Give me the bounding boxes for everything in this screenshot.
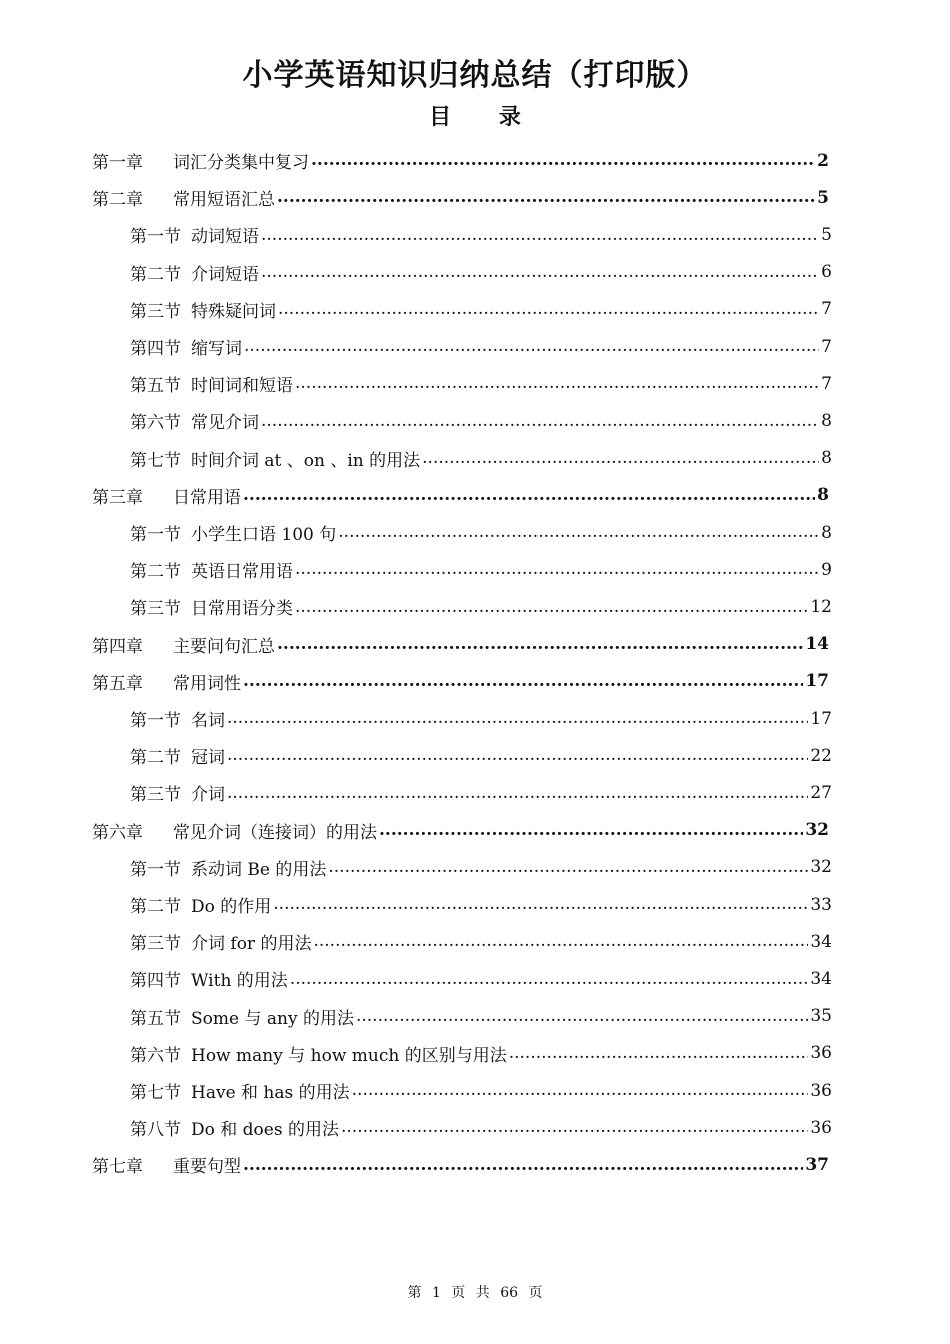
toc-page-number: 36 (810, 1117, 832, 1138)
toc-page-number: 36 (810, 1080, 832, 1101)
toc-leader-dots (379, 820, 803, 840)
toc-entry-title: 常用短语汇总 (173, 190, 275, 211)
toc-section-entry[interactable] (130, 402, 832, 439)
toc-entry-title: 冠词 (191, 748, 225, 769)
toc-leader-dots (311, 150, 815, 170)
toc-page-number: 8 (821, 410, 832, 431)
toc-leader-dots (356, 1006, 808, 1026)
toc-entry-title: 主要问句汇总 (173, 636, 275, 657)
toc-entry-number: 第三节 (130, 785, 181, 806)
toc-entry-title: 系动词 Be 的用法 (191, 859, 327, 880)
toc-entry-number: 第三节 (130, 301, 181, 322)
toc-leader-dots (261, 225, 819, 245)
toc-entry-title: 介词短语 (191, 264, 259, 285)
toc-section-entry[interactable] (130, 588, 832, 625)
toc-leader-dots (277, 187, 815, 207)
toc-entry-number: 第七节 (130, 450, 181, 471)
toc-entry-title: Do 的作用 (191, 897, 272, 917)
toc-section-entry[interactable] (130, 886, 832, 923)
toc-section-entry[interactable] (130, 737, 832, 774)
toc-section-entry[interactable] (130, 1035, 832, 1072)
toc-chapter-entry[interactable] (92, 1146, 829, 1183)
toc-chapter-entry[interactable] (92, 626, 829, 663)
toc-page-number: 35 (810, 1006, 832, 1027)
toc-section-entry[interactable] (130, 551, 832, 588)
toc-section-entry[interactable] (130, 365, 832, 402)
toc-page-number: 22 (810, 745, 832, 766)
toc-page-number: 2 (817, 150, 829, 171)
toc-chapter-entry[interactable] (92, 663, 829, 700)
toc-entry-number: 第七节 (130, 1083, 181, 1103)
toc-leader-dots (328, 857, 808, 877)
toc-entry-title: 英语日常用语 (191, 562, 293, 583)
toc-leader-dots (227, 745, 808, 765)
toc-page-number: 17 (810, 708, 832, 729)
toc-entry-title: 小学生口语 100 句 (191, 525, 337, 545)
toc-entry-number: 第五节 (130, 376, 181, 397)
toc-entry-title: Some 与 any 的用法 (191, 1008, 354, 1029)
toc-leader-dots (509, 1043, 809, 1063)
toc-leader-dots (422, 448, 819, 468)
toc-leader-dots (295, 559, 819, 579)
toc-leader-dots (290, 969, 809, 989)
toc-page-number: 34 (810, 968, 832, 989)
toc-entry-number: 第二节 (130, 748, 181, 769)
toc-entry-number: 第二节 (130, 897, 181, 917)
toc-entry-number: 第一节 (130, 859, 181, 880)
toc-page-number: 5 (821, 224, 832, 245)
toc-leader-dots (352, 1080, 809, 1100)
toc-page-number: 27 (810, 782, 832, 803)
toc-entry-number: 第六章 (92, 822, 143, 843)
document-title: 小学英语知识归纳总结（打印版） (242, 58, 708, 93)
toc-entry-title: 动词短语 (191, 227, 259, 248)
toc-page-number: 5 (817, 187, 829, 208)
toc-section-entry[interactable] (130, 774, 832, 811)
toc-leader-dots (261, 411, 819, 431)
toc-page-number: 37 (805, 1154, 829, 1175)
toc-page-number: 7 (821, 299, 832, 320)
toc-leader-dots (295, 597, 808, 617)
toc-entry-number: 第一章 (92, 153, 143, 173)
toc-leader-dots (243, 1155, 803, 1175)
toc-page-number: 32 (805, 820, 829, 841)
toc-chapter-entry[interactable] (92, 179, 829, 216)
toc-section-entry[interactable] (130, 849, 832, 886)
toc-entry-number: 第四节 (130, 971, 181, 992)
toc-page-number: 7 (821, 336, 832, 357)
toc-entry-number: 第七章 (92, 1157, 143, 1178)
toc-entry-number: 第六节 (130, 1045, 181, 1066)
toc-entry-title: 词汇分类集中复习 (173, 153, 309, 173)
toc-section-entry[interactable] (130, 1072, 832, 1109)
toc-entry-number: 第二节 (130, 264, 181, 285)
toc-leader-dots (278, 299, 819, 319)
toc-entry-number: 第五节 (130, 1008, 181, 1029)
toc-entry-number: 第二节 (130, 562, 181, 583)
toc-page-number: 32 (810, 857, 832, 878)
toc-entry-title: 日常用语 (173, 487, 241, 508)
toc-entry-number: 第一节 (130, 227, 181, 248)
toc-page-number: 7 (821, 373, 832, 394)
toc-page-number: 8 (817, 485, 829, 506)
toc-section-entry[interactable] (130, 960, 832, 997)
toc-page-number: 9 (821, 559, 832, 580)
toc-entry-number: 第一节 (130, 711, 181, 731)
toc-entry-title: Have 和 has 的用法 (191, 1083, 350, 1103)
toc-entry-number: 第三节 (130, 934, 181, 955)
toc-entry-number: 第八节 (130, 1120, 181, 1141)
toc-entry-number: 第二章 (92, 190, 143, 211)
toc-heading: 目 录 (429, 104, 521, 130)
toc-entry-number: 第五章 (92, 673, 143, 694)
toc-page-number: 17 (805, 671, 829, 692)
toc-entry-title: 常用词性 (173, 673, 241, 694)
toc-section-entry[interactable] (130, 700, 832, 737)
toc-leader-dots (277, 634, 803, 654)
toc-section-entry[interactable] (130, 923, 832, 960)
toc-entry-title: 时间介词 at 、on 、in 的用法 (191, 450, 421, 471)
toc-section-entry[interactable] (130, 291, 832, 328)
toc-leader-dots (313, 931, 808, 951)
toc-page-number: 8 (821, 448, 832, 469)
toc-entry-title: 介词 (191, 785, 225, 806)
toc-section-entry[interactable] (130, 440, 832, 477)
toc-entry-title: 日常用语分类 (191, 599, 293, 620)
toc-page-number: 14 (805, 634, 829, 655)
toc-leader-dots (273, 894, 808, 914)
toc-section-entry[interactable] (130, 1109, 832, 1146)
toc-entry-number: 第一节 (130, 525, 181, 545)
toc-section-entry[interactable] (130, 514, 832, 551)
toc-entry-title: 缩写词 (191, 339, 242, 359)
toc-page-number: 34 (810, 931, 832, 952)
toc-chapter-entry[interactable] (92, 812, 829, 849)
toc-leader-dots (227, 783, 808, 803)
toc-entry-title: 特殊疑问词 (191, 301, 276, 322)
toc-chapter-entry[interactable] (92, 142, 829, 179)
toc-entry-title: 介词 for 的用法 (191, 934, 312, 955)
toc-page-number: 8 (821, 522, 832, 543)
toc-section-entry[interactable] (130, 328, 832, 365)
toc-entry-title: 重要句型 (173, 1157, 241, 1178)
toc-leader-dots (341, 1117, 808, 1137)
toc-page-number: 36 (810, 1043, 832, 1064)
toc-entry-number: 第六节 (130, 413, 181, 434)
toc-entry-title: With 的用法 (191, 971, 288, 992)
toc-entry-title: Do 和 does 的用法 (191, 1120, 339, 1141)
toc-leader-dots (338, 522, 819, 542)
toc-entry-title: 时间词和短语 (191, 376, 293, 397)
toc-entry-title: 名词 (191, 711, 225, 731)
toc-entry-number: 第三节 (130, 599, 181, 620)
toc-leader-dots (261, 262, 819, 282)
toc-leader-dots (243, 485, 815, 505)
toc-section-entry[interactable] (130, 216, 832, 253)
toc-entry-number: 第四章 (92, 636, 143, 657)
toc-entry-number: 第四节 (130, 339, 181, 359)
toc-section-entry[interactable] (130, 998, 832, 1035)
toc-leader-dots (227, 708, 808, 728)
toc-leader-dots (295, 373, 819, 393)
toc-section-entry[interactable] (130, 254, 832, 291)
toc-entry-title: How many 与 how much 的区别与用法 (191, 1045, 507, 1066)
toc-page-number: 33 (810, 894, 832, 915)
toc-leader-dots (244, 336, 819, 356)
toc-page-number: 6 (821, 262, 832, 283)
toc-chapter-entry[interactable] (92, 477, 829, 514)
toc-page-number: 12 (810, 596, 832, 617)
toc-entry-number: 第三章 (92, 487, 143, 508)
toc-entry-title: 常见介词（连接词）的用法 (173, 822, 377, 843)
toc-entry-title: 常见介词 (191, 413, 259, 434)
toc-leader-dots (243, 671, 803, 691)
page-footer: 第 1 页 共 66 页 (407, 1285, 543, 1301)
